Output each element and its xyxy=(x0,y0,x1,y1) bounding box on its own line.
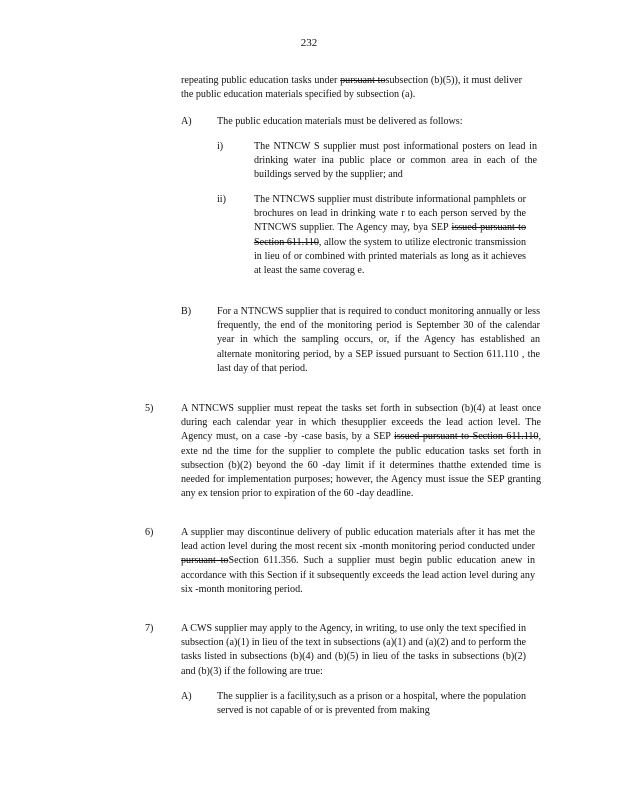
item-i-text: The NTNCW S supplier must post informational posters on lead in drinking water ina public place or common area in each of the buildings served by the supplier; and xyxy=(254,141,537,181)
deleted-text: issued pursuant to Section 611.110 xyxy=(394,431,539,443)
item-label-b: B) xyxy=(181,306,192,317)
item-label-7a: A) xyxy=(181,691,192,702)
item-label-a: A) xyxy=(181,116,192,127)
item-a-text: The public education materials must be delivered as follows: xyxy=(217,116,463,127)
item-6-text: A supplier may discontinue delivery of public education materials after it has met the lead action level during the most recent six -month monitoring period conducted under pursuant toSection 611.356. Such a supplier must begin public education anew in accordance with this Section if it subsequently exceeds the lead action level during any six -month monitoring period. xyxy=(181,527,535,595)
deleted-text: pursuant to xyxy=(181,555,229,567)
item-b-text: For a NTNCWS supplier that is required to conduct monitoring annually or less frequently, the end of the monitoring period is September 30 of the calendar year in which the sampling occurs, or, if the Agency has established an alternate monitoring period, by a SEP issued pursuant to Section 611.110 , the last day of that period. xyxy=(217,306,540,374)
item-label-5: 5) xyxy=(145,403,154,414)
page-number: 232 xyxy=(300,37,318,49)
item-label-7: 7) xyxy=(145,623,154,634)
item-ii-text: The NTNCWS supplier must distribute informational pamphlets or brochures on lead in drinking wate r to each person served by the NTNCWS supplier. The Agency may, bya SEP issued pursuant to Section 611.110, allow the system to utilize electronic transmission in lieu of or combined with printed materials as long as it achieves at least the same coverag e. xyxy=(254,194,526,277)
item-5-text: A NTNCWS supplier must repeat the tasks set forth in subsection (b)(4) at least once during each calendar year in which thesupplier exceeds the lead action level. The Agency must, on a case -by -case basis, by a SEP issued pursuant to Section 611.110, exte nd the time for the supplier to complete the public education tasks set forth in subsection (b)(2) beyond the 60 -day limit if it determines thatthe extended time is needed for implementation purposes; however, the Agency must issue the SEP granting any ex tension prior to expiration of the 60 -day deadline. xyxy=(181,403,542,500)
item-label-ii: ii) xyxy=(217,194,226,205)
intro-paragraph: repeating public education tasks under pursuant tosubsection (b)(5)), it must deliver the public education materials specified by subsection (a). xyxy=(181,75,522,101)
item-7-text: A CWS supplier may apply to the Agency, in writing, to use only the text specified in subsection (a)(1) in lieu of the text in subsections (a)(1) and (a)(2) and to perform the tasks listed in subsections (b)(4) and (b)(5) in lieu of the tasks in subsections (b)(2) and (b)(3) if the following are true: xyxy=(181,623,526,677)
item-label-i: i) xyxy=(217,141,224,152)
deleted-text: pursuant to xyxy=(340,75,386,86)
item-label-6: 6) xyxy=(145,527,154,538)
deleted-text: issued pursuant to Section 611.110 xyxy=(254,222,526,248)
item-7a-text: The supplier is a facility,such as a prison or a hospital, where the population served is not capable of or is prevented from making xyxy=(217,691,526,717)
